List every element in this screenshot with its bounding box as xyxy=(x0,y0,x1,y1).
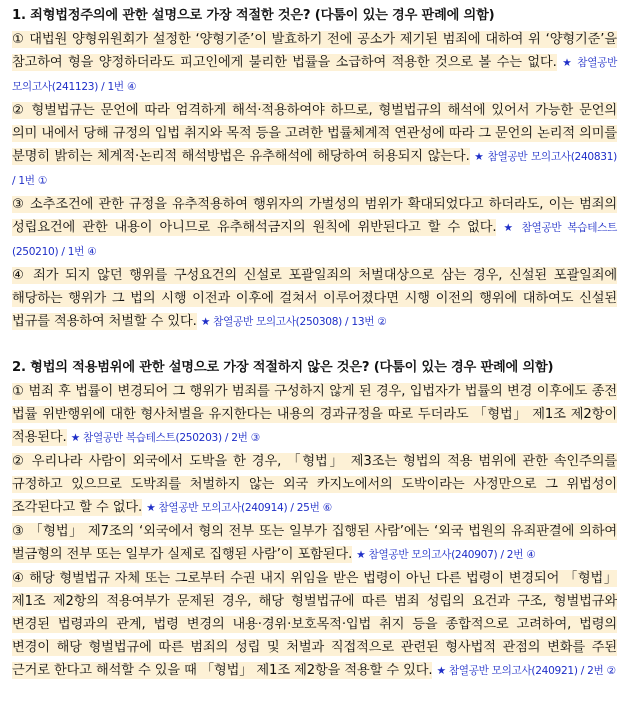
choice-text: ① 범죄 후 법률이 변경되어 그 행위가 범죄를 구성하지 않게 된 경우, 입법자가 법률의 변경 이후에도 종전 법률 위반행위에 대한 형사처벌을 유지한다는 내용의 경과규정을 따로 두더라도 「형법」 제1조 제2항이 적용된다. xyxy=(12,384,617,445)
source-reference: ★ 참열공반 모의고사(250308) / 13번 ② xyxy=(200,316,387,328)
question-title: 1. 죄형법정주의에 관한 설명으로 가장 적절한 것은? (다툼이 있는 경우 판례에 의함) xyxy=(12,8,495,23)
choice-text: ④ 죄가 되지 않던 행위를 구성요건의 신설로 포괄일죄의 처벌대상으로 삼는 경우, 신설된 포괄일죄에 해당하는 행위가 그 법의 시행 이전과 이후에 걸쳐서 이루어졌다면 시행 이전의 행위에 대하여도 신설된 법규를 적용하여 처벌할 수 있다. xyxy=(12,268,617,329)
choice-text: ② 우리나라 사람이 외국에서 도박을 한 경우, 「형법」 제3조는 형법의 적용 범위에 관한 속인주의를 규정하고 있으므로 도박죄를 처벌하지 않는 외국 카지노에서의 도박이라는 사정만으로 그 위법성이 조각된다고 할 수 없다. xyxy=(12,454,617,515)
choice-item xyxy=(12,450,617,520)
question-2 xyxy=(12,358,617,683)
choice-item xyxy=(12,99,617,193)
choice-item xyxy=(12,520,617,567)
source-reference: ★ 참열공반 모의고사(240907) / 2번 ④ xyxy=(356,549,536,561)
question-title: 2. 형법의 적용범위에 관한 설명으로 가장 적절하지 않은 것은? (다툼이 있는 경우 판례에 의함) xyxy=(12,360,554,375)
source-reference: ★ 참열공반 복습테스트(250210) / 1번 ④ xyxy=(12,222,618,258)
source-reference: ★ 참열공반 모의고사(241123) / 1번 ④ xyxy=(12,57,618,93)
choice-text: ② 형벌법규는 문언에 따라 엄격하게 해석·적용하여야 하므로, 형벌법규의 해석에 있어서 가능한 문언의 의미 내에서 당해 규정의 입법 취지와 목적 등을 고려한 법률체계적 연관성에 따라 그 문언의 논리적 의미를 분명히 밝히는 체계적·논리적 해석방법은 유추해석에 해당하여 허용되지 않는다. xyxy=(12,103,617,164)
choice-item xyxy=(12,193,617,264)
choice-item xyxy=(12,28,617,99)
choice-item xyxy=(12,567,617,683)
choice-item xyxy=(12,380,617,450)
choice-text: ① 대법원 양형위원회가 설정한 ‘양형기준’이 발효하기 전에 공소가 제기된 범죄에 대하여 위 ‘양형기준’을 참고하여 형을 양정하더라도 피고인에게 불리한 법률을 소급하여 적용한 것으로 볼 수는 없다. xyxy=(12,32,617,70)
choice-text: ③ 「형법」 제7조의 ‘외국에서 형의 전부 또는 일부가 집행된 사람’에는 ‘외국 법원의 유죄판결에 의하여 벌금형의 전부 또는 일부가 실제로 집행된 사람’이 포함된다. xyxy=(12,524,617,562)
source-reference: ★ 참열공반 모의고사(240831) / 1번 ① xyxy=(12,151,618,187)
source-reference: ★ 참열공반 복습테스트(250203) / 2번 ③ xyxy=(70,432,260,444)
choice-text: ④ 해당 형벌법규 자체 또는 그로부터 수권 내지 위임을 받은 법령이 아닌 다른 법령이 변경되어 「형법」 제1조 제2항의 적용여부가 문제된 경우, 해당 형벌법규에 따른 범죄 성립의 요건과 구조, 형벌법규와 변경된 법령과의 관계, 법령 변경의 내용·경위·보호목적·입법 취지 등을 종합적으로 고려하여, 법령의 변경이 해당 형벌법규에 따른 범죄의 성립 및 처벌과 직접적으로 관련된 형사법적 관점의 변화를 주된 근거로 한다고 해석할 수 있을 때 「형법」 제1조 제2항을 적용할 수 있다. xyxy=(12,571,617,678)
source-reference: ★ 참열공반 모의고사(240914) / 25번 ⑥ xyxy=(146,502,332,514)
question-1 xyxy=(12,6,617,334)
choice-text: ③ 소추조건에 관한 규정을 유추적용하여 행위자의 가벌성의 범위가 확대되었다고 하더라도, 이는 범죄의 성립요건에 관한 내용이 아니므로 유추해석금지의 원칙에 위반된다고 할 수 없다. xyxy=(12,197,617,235)
choice-item xyxy=(12,264,617,334)
source-reference: ★ 참열공반 모의고사(240921) / 2번 ② xyxy=(436,665,616,677)
